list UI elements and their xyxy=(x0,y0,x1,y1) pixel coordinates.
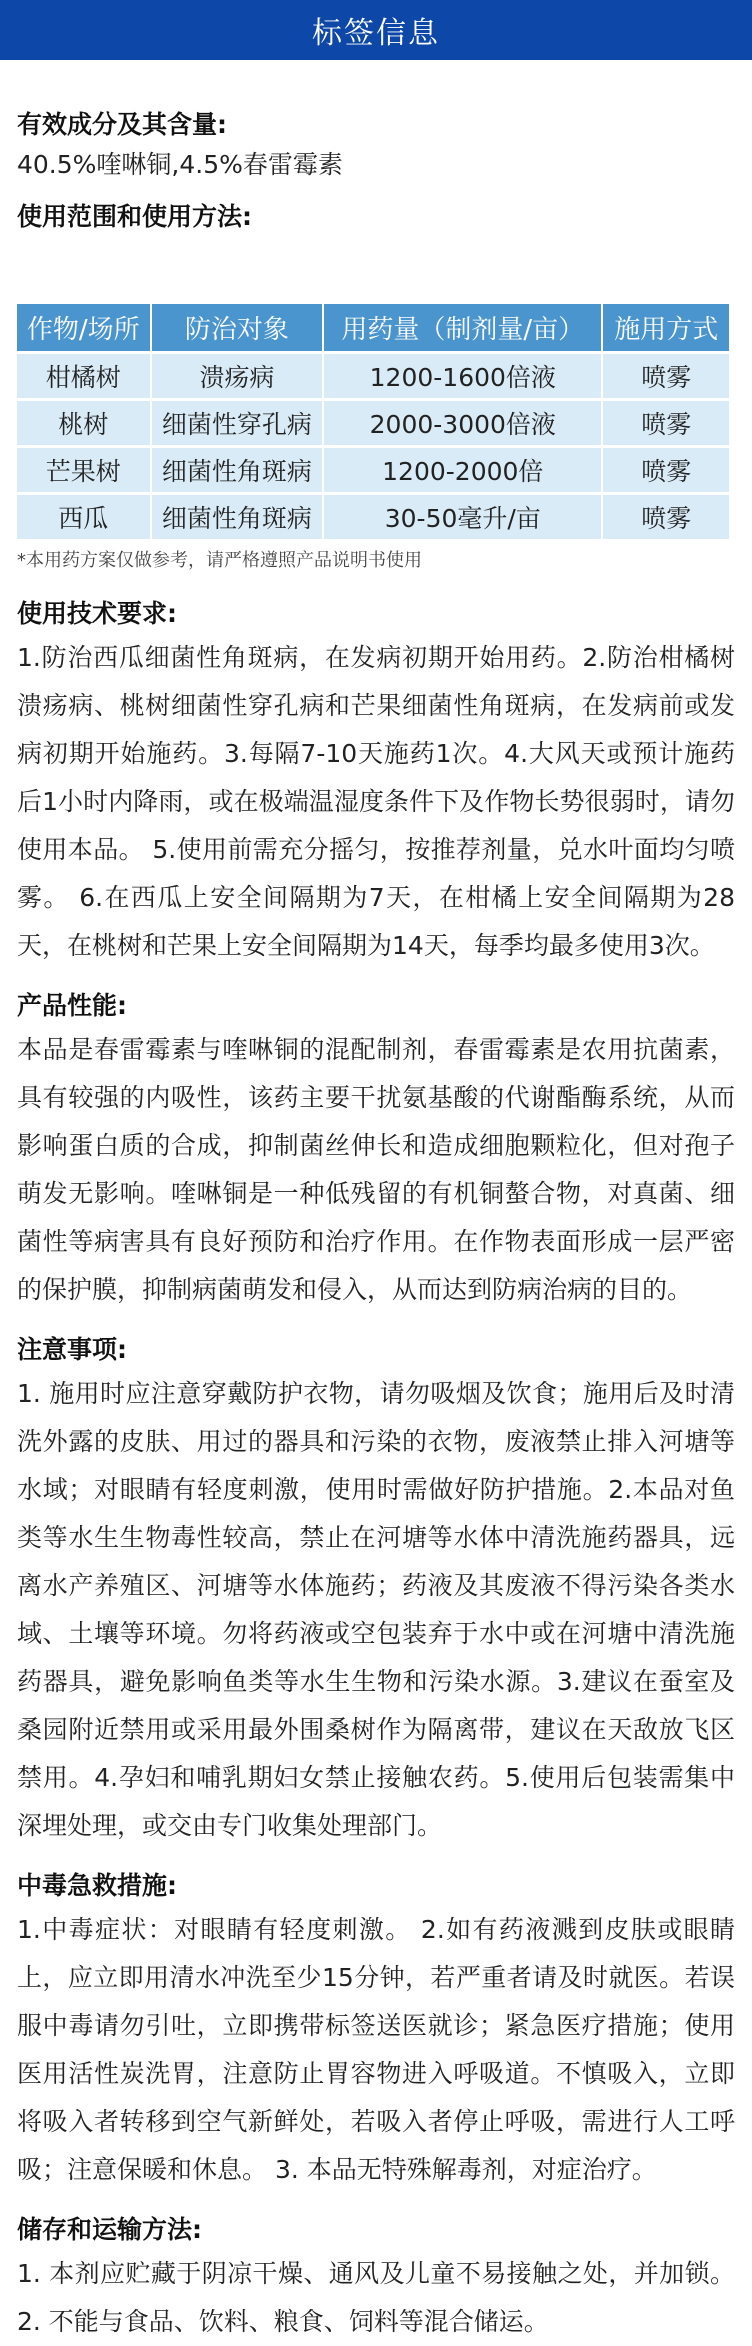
table-cell-crop: 柑橘树 xyxy=(17,354,150,398)
usage-table-wrap xyxy=(17,301,735,574)
table-row xyxy=(17,401,729,445)
section-storage-body: 1. 本剂应贮藏于阴凉干燥、通风及儿童不易接触之处，并加锁。 2. 不能与食品、饮料、粮食、饲料等混合储运。 xyxy=(17,2259,735,2336)
section-caution xyxy=(17,1330,735,1850)
section-ingredient-body: 40.5%喹啉铜,4.5%春雷霉素 xyxy=(17,150,343,179)
label-content xyxy=(0,105,752,2346)
table-cell-target: 溃疡病 xyxy=(152,354,323,398)
table-cell-dosage: 30-50毫升/亩 xyxy=(324,495,601,539)
table-header-crop: 作物/场所 xyxy=(17,304,150,351)
table-header-row xyxy=(17,304,729,351)
table-note: *本用药方案仅做参考，请严格遵照产品说明书使用 xyxy=(17,550,422,571)
table-cell-dosage: 1200-1600倍液 xyxy=(324,354,601,398)
table-header-target: 防治对象 xyxy=(152,304,323,351)
table-row xyxy=(17,495,729,539)
table-row xyxy=(17,354,729,398)
page-title: 标签信息 xyxy=(312,16,440,51)
section-tech-body: 1.防治西瓜细菌性角斑病，在发病初期开始用药。2.防治柑橘树溃疡病、桃树细菌性穿孔病和芒果细菌性角斑病，在发病前或发病初期开始施药。3.每隔7-10天施药1次。4.大风天或预计施药后1小时内降雨，或在极端温湿度条件下及作物长势很弱时，请勿使用本品。 5.使用前需充分摇匀，按推荐剂量，兑水叶面均匀喷雾。 6.在西瓜上安全间隔期为7天，在柑橘上安全间隔期为28天，在桃树和芒果上安全间隔期为14天，每季均最多使用3次。 xyxy=(17,643,735,960)
table-cell-dosage: 1200-2000倍 xyxy=(324,448,601,492)
usage-table xyxy=(15,301,731,542)
section-tech xyxy=(17,594,735,970)
section-caution-body: 1. 施用时应注意穿戴防护衣物，请勿吸烟及饮食；施用后及时清洗外露的皮肤、用过的器具和污染的衣物，废液禁止排入河塘等水域；对眼睛有轻度刺激，使用时需做好防护措施。2.本品对鱼类等水生生物毒性较高，禁止在河塘等水体中清洗施药器具，远离水产养殖区、河塘等水体施药；药液及其废液不得污染各类水域、土壤等环境。勿将药液或空包装弃于水中或在河塘中清洗施药器具，避免影响鱼类等水生生物和污染水源。3.建议在蚕室及桑园附近禁用或采用最外围桑树作为隔离带，建议在天敌放飞区禁用。4.孕妇和哺乳期妇女禁止接触农药。5.使用后包装需集中深埋处理，或交由专门收集处理部门。 xyxy=(17,1379,735,1840)
section-storage xyxy=(17,2210,735,2346)
section-firstaid xyxy=(17,1866,735,2194)
section-storage-title: 储存和运输方法: xyxy=(17,2215,202,2244)
table-cell-method: 喷雾 xyxy=(603,448,729,492)
table-cell-method: 喷雾 xyxy=(603,495,729,539)
table-cell-target: 细菌性角斑病 xyxy=(152,448,323,492)
header-bar xyxy=(0,0,752,60)
section-firstaid-body: 1.中毒症状：对眼睛有轻度刺激。 2.如有药液溅到皮肤或眼睛上，应立即用清水冲洗至少15分钟，若严重者请及时就医。若误服中毒请勿引吐，立即携带标签送医就诊；紧急医疗措施；使用医用活性炭洗胃，注意防止胃容物进入呼吸道。不慎吸入，立即将吸入者转移到空气新鲜处，若吸入者停止呼吸，需进行人工呼吸；注意保暖和休息。 3. 本品无特殊解毒剂，对症治疗。 xyxy=(17,1915,735,2184)
section-ingredient xyxy=(17,105,735,185)
table-cell-target: 细菌性角斑病 xyxy=(152,495,323,539)
section-ingredient-title: 有效成分及其含量: xyxy=(17,110,227,139)
table-cell-crop: 桃树 xyxy=(17,401,150,445)
section-tech-title: 使用技术要求: xyxy=(17,599,177,628)
table-header-dosage: 用药量（制剂量/亩） xyxy=(324,304,601,351)
section-caution-title: 注意事项: xyxy=(17,1335,127,1364)
section-performance xyxy=(17,986,735,1314)
table-cell-target: 细菌性穿孔病 xyxy=(152,401,323,445)
table-cell-crop: 芒果树 xyxy=(17,448,150,492)
table-cell-dosage: 2000-3000倍液 xyxy=(324,401,601,445)
section-usage xyxy=(17,197,735,237)
section-usage-title: 使用范围和使用方法: xyxy=(17,202,252,231)
table-row xyxy=(17,448,729,492)
section-performance-body: 本品是春雷霉素与喹啉铜的混配制剂，春雷霉素是农用抗菌素，具有较强的内吸性，该药主要干扰氨基酸的代谢酯酶系统，从而影响蛋白质的合成，抑制菌丝伸长和造成细胞颗粒化，但对孢子萌发无影响。喹啉铜是一种低残留的有机铜螯合物，对真菌、细菌性等病害具有良好预防和治疗作用。在作物表面形成一层严密的保护膜，抑制病菌萌发和侵入，从而达到防病治病的目的。 xyxy=(17,1035,735,1304)
section-firstaid-title: 中毒急救措施: xyxy=(17,1871,177,1900)
table-cell-crop: 西瓜 xyxy=(17,495,150,539)
table-cell-method: 喷雾 xyxy=(603,401,729,445)
table-header-method: 施用方式 xyxy=(603,304,729,351)
table-cell-method: 喷雾 xyxy=(603,354,729,398)
section-performance-title: 产品性能: xyxy=(17,991,127,1020)
